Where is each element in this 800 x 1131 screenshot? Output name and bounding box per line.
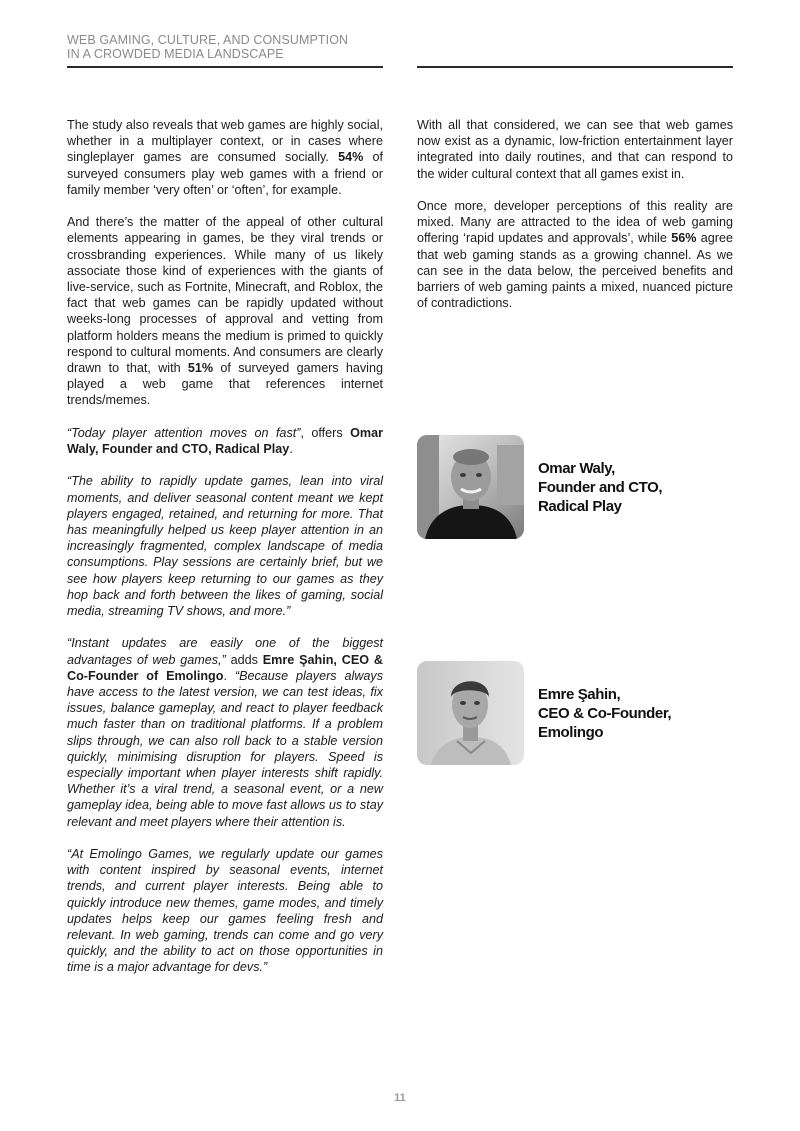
left-column [67,117,383,992]
speaker-omar: Omar Waly, Founder and CTO, Radical Play [67,425,383,457]
quote-emolingo: “At Emolingo Games, we regularly update our games with content inspired by seasonal events, internet trends, and current player interests. Being able to quickly introduce new themes, game modes, and timely updates helps keep our games feeling fresh and relevant. In web gaming, trends can come and go very quickly, and the ability to act on those opportunities in time is a major advantage for devs.” [67,847,383,975]
profile-name-omar: Omar Waly, Founder and CTO, Radical Play [538,460,663,515]
paragraph-attention: “Today player attention moves on fast”, offers Omar Waly, Founder and CTO, Radical Play. [67,425,383,457]
paragraph-considered: With all that considered, we can see that web games now exist as a dynamic, low-friction entertainment layer integrated into daily routines, and that can respond to the wider cultural context that all games exist in. [417,118,733,181]
portrait-photo-icon [417,435,524,539]
header-rule-left [67,66,383,68]
profile-name-emre: Emre Şahin, CEO & Co-Founder, Emolingo [538,686,672,741]
paragraph-perceptions: Once more, developer perceptions of this reality are mixed. Many are attracted to the idea of web gaming offering ‘rapid updates and approvals’, while 56% agree that web gaming stands as a growing channel. As we can see in the data below, the perceived benefits and barriers of web gaming paints a mixed, nuanced picture of contradictions. [417,199,733,311]
paragraph-instant-updates: “Instant updates are easily one of the biggest advantages of web games,” adds Emre Şahin, CEO & Co-Founder of Emolingo. “Because players always have access to the latest version, we can test ideas, fix issues, balance gameplay, and react to player feedback much faster than on traditional platforms. If a problem slips through, we can also roll back to a stable version quickly, minimising disruption for players. Speed is especially important when player interests shift rapidly. Whether it’s a viral trend, a seasonal event, or a new gameplay idea, being able to move fast allows us to stay relevant and meet players where their attention is. [67,636,384,829]
paragraph-cultural: And there’s the matter of the appeal of other cultural elements appearing in games, be they viral trends or crossbranding experiences. While many of us likely associate those kind of experiences with the giants of live-service, such as Fortnite, Minecraft, and Roblox, the fact that web games can be rapidly updated without weeks-long processes of approval and vetting from platform holders means the medium is primed to quickly respond to cultural moments. And consumers are clearly drawn to that, with 51% of surveyed gamers having played a web game that references internet trends/memes. [67,215,383,408]
profile-omar [417,435,733,539]
quote-omar: “The ability to rapidly update games, lean into viral moments, and deliver seasonal content meant we kept players engaged, retained, and returning for more. That has meaningfully helped us keep player attention in an increasingly fragmented, complex landscape of media consumptions. Play sessions are certainly brief, but we see how players keep returning to our games as they hop back and forth between the likes of gaming, social media, streaming TV shows, and more.” [67,474,383,619]
header-line-2: IN A CROWDED MEDIA LANDSCAPE [67,47,284,61]
stat-51: 51% [187,361,214,376]
header-line-1: WEB GAMING, CULTURE, AND CONSUMPTION [67,33,349,47]
speaker-emre: Emre Şahin, CEO & Co-Founder of Emolingo [67,652,383,683]
running-header [67,33,383,61]
stat-54: 54% [338,150,364,165]
portrait-photo-icon [417,661,524,765]
header-rule-right [417,66,733,68]
right-column [417,117,733,328]
avatar-emre [417,661,524,765]
stat-56: 56% [671,231,697,246]
avatar-omar [417,435,524,539]
page-number: 11 [394,1092,406,1104]
profile-emre [417,661,733,765]
paragraph-social: The study also reveals that web games are highly social, whether in a multiplayer context, or in cases where singleplayer games are consumed socially. 54% of surveyed consumers play web games with a friend or family member ‘very often’ or ‘often’, for example. [67,118,383,197]
